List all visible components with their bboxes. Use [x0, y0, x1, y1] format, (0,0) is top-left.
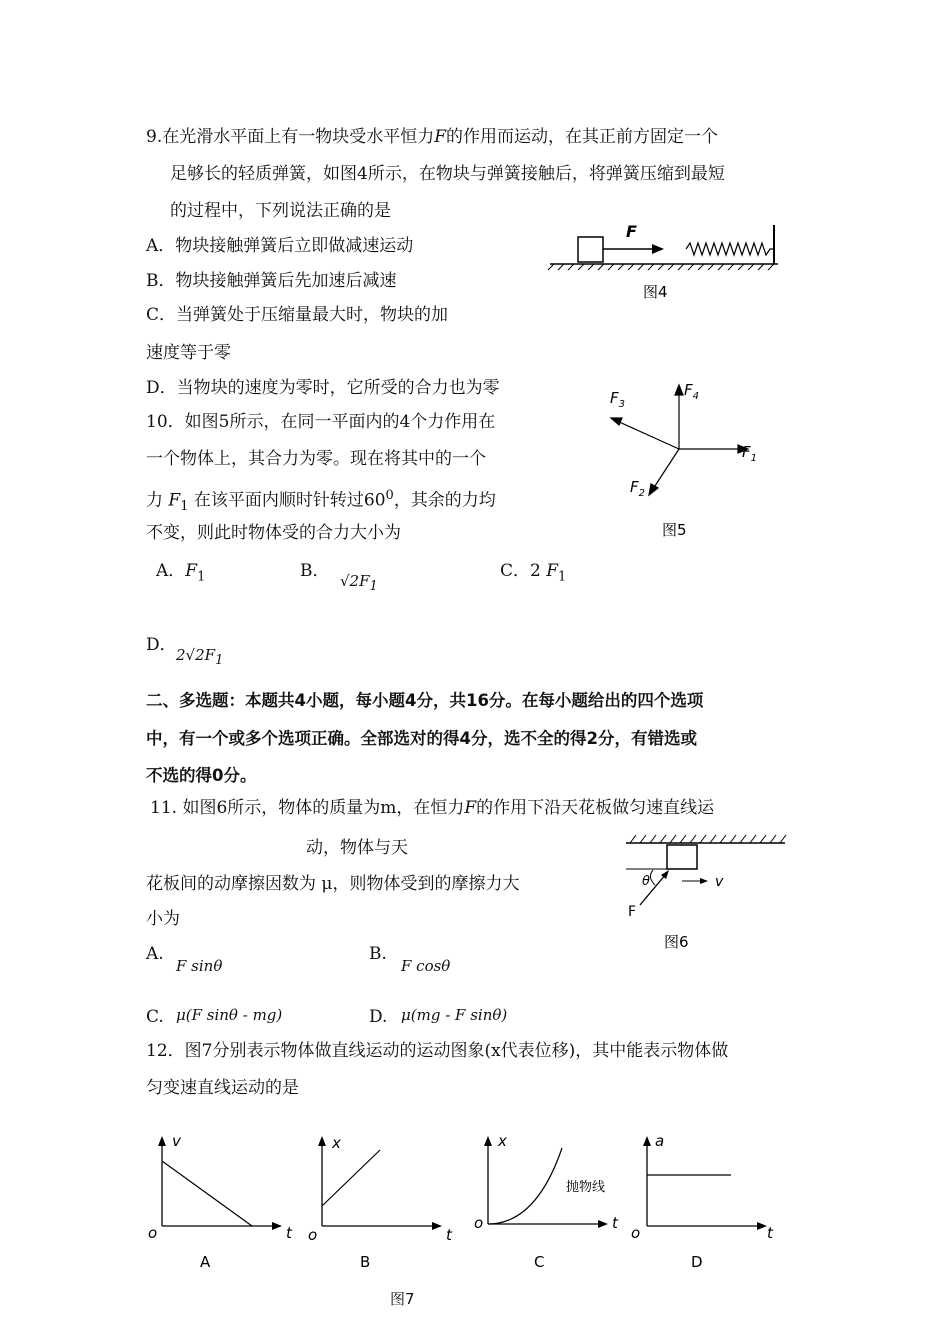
q10-line4: 不变，则此时物体受的合力大小为 — [146, 523, 401, 543]
graph-d — [625, 1128, 785, 1273]
block — [578, 237, 603, 262]
section2-line2: 中，有一个或多个选项正确。全部选对的得4分，选不全的得2分，有错选或 — [146, 729, 697, 748]
section2-line3: 不选的得0分。 — [146, 766, 257, 785]
graph-c-x-label: t — [612, 1214, 618, 1232]
graph-c — [466, 1128, 626, 1273]
graph-c-y-label: x — [498, 1132, 507, 1150]
graph-b-y-label: x — [332, 1134, 341, 1152]
q11-option-b-label: B. — [369, 944, 387, 964]
f1-label: $F_1$ — [742, 443, 758, 464]
fig6-theta: θ — [642, 874, 650, 889]
q9-option-d: D．当物块的速度为零时，它所受的合力也为零 — [146, 378, 500, 398]
graph-c-curve-label: 抛物线 — [566, 1180, 606, 1195]
q12-line2: 匀变速直线运动的是 — [146, 1078, 299, 1098]
fig6-F: F — [628, 904, 637, 920]
fig4-caption: 图4 — [643, 283, 668, 301]
f4-label: $F_4$ — [684, 381, 700, 402]
q10-line1: 10．如图5所示，在同一平面内的4个力作用在 — [146, 412, 496, 432]
graph-d-y-label: a — [655, 1132, 665, 1150]
q9-line3: 的过程中，下列说法正确的是 — [170, 201, 391, 221]
q9-option-c-cont: 速度等于零 — [146, 343, 231, 363]
q10-line2: 一个物体上，其合力为零。现在将其中的一个 — [146, 449, 486, 469]
x-line — [322, 1150, 380, 1206]
q10-option-b-expr: $√2F_1$ — [340, 572, 378, 594]
q10-option-d-label: D． — [146, 635, 177, 655]
section2-line1: 二、多选题：本题共4小题，每小题4分，共16分。在每小题给出的四个选项 — [146, 691, 704, 710]
q11-option-a-label: A. — [146, 944, 164, 964]
graph-c-origin: o — [474, 1214, 484, 1232]
q11-option-c-expr: μ(F sinθ - mg) — [176, 1006, 283, 1024]
q11-option-c-label: C. — [146, 1007, 164, 1027]
q9-option-c: C．当弹簧处于压缩量最大时，物块的加 — [146, 305, 449, 325]
q10-option-a: A．$F_1$ — [156, 561, 206, 585]
graph-b-origin: o — [308, 1226, 318, 1244]
fig6-v: v — [715, 874, 724, 890]
spring — [686, 243, 773, 255]
v-line — [162, 1161, 252, 1226]
q10-option-b-label: B． — [300, 561, 330, 581]
graph-a — [140, 1128, 300, 1273]
q9-line2: 足够长的轻质弹簧，如图4所示，在物块与弹簧接触后，将弹簧压缩到最短 — [170, 164, 725, 184]
q9-option-a: A．物块接触弹簧后立即做减速运动 — [146, 236, 414, 256]
graph-a-origin: o — [148, 1224, 158, 1242]
q11-line1: 11. 如图6所示，物体的质量为m，在恒力F的作用下沿天花板做匀速直线运 — [150, 798, 715, 818]
f3-label: $F_3$ — [610, 389, 626, 410]
fig5-caption: 图5 — [662, 521, 687, 539]
fig4-force-label: F — [626, 222, 637, 241]
f2-label: $F_2$ — [630, 478, 646, 499]
q11-line2: 动，物体与天 — [306, 838, 408, 858]
graph-b-x-label: t — [446, 1226, 452, 1244]
graph-b — [300, 1128, 460, 1273]
graph-a-x-label: t — [286, 1224, 292, 1242]
figure-4 — [540, 215, 790, 305]
q10-line3: 力 $F_1$ 在该平面内顺时针转过$60^0$，其余的力均 — [146, 488, 496, 515]
graph-a-y-label: v — [172, 1132, 181, 1150]
parabola — [488, 1148, 562, 1224]
graph-a-label: A — [200, 1253, 211, 1271]
q11-line4: 小为 — [146, 909, 180, 929]
q11-line3: 花板间的动摩擦因数为 μ，则物体受到的摩擦力大 — [146, 874, 520, 894]
q9-option-b: B．物块接触弹簧后先加速后减速 — [146, 271, 397, 291]
figure-5 — [600, 375, 780, 545]
q9-line1: 9.在光滑水平面上有一物块受水平恒力F的作用而运动，在其正前方固定一个 — [146, 127, 719, 147]
graph-c-label: C — [534, 1253, 545, 1271]
figure-6 — [620, 825, 795, 955]
fig7-caption: 图7 — [390, 1290, 415, 1308]
graph-d-x-label: t — [767, 1224, 773, 1242]
graph-d-origin: o — [631, 1224, 641, 1242]
q12-line1: 12．图7分别表示物体做直线运动的运动图象(x代表位移)，其中能表示物体做 — [146, 1041, 729, 1061]
q11-option-d-expr: μ(mg - F sinθ) — [401, 1006, 508, 1024]
q11-option-a-expr: F sinθ — [176, 957, 223, 975]
graph-b-label: B — [360, 1253, 371, 1271]
graph-d-label: D — [691, 1253, 703, 1271]
q10-option-c: C．2 $F_1$ — [500, 561, 567, 585]
q11-option-b-expr: F cosθ — [401, 957, 451, 975]
block — [667, 845, 697, 869]
q10-option-d-expr: $2√2F_1$ — [176, 646, 224, 668]
fig6-caption: 图6 — [664, 933, 689, 951]
q11-option-d-label: D. — [369, 1007, 388, 1027]
